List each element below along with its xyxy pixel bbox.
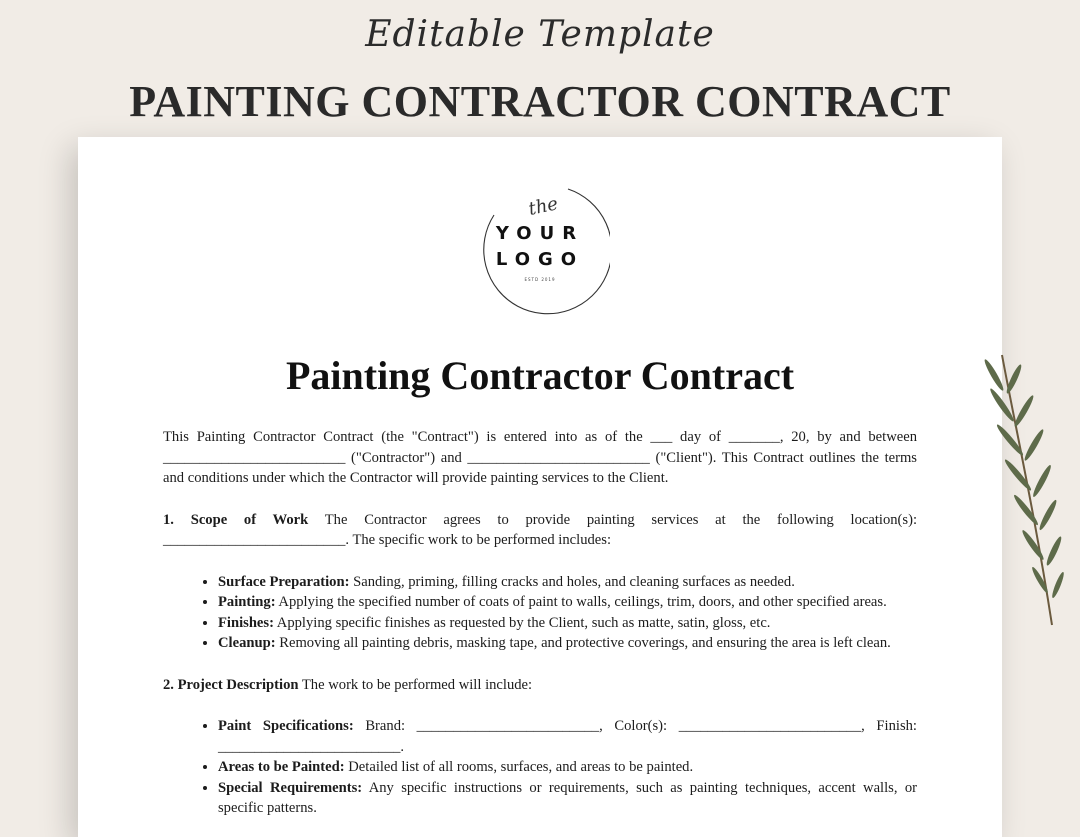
logo-logo-text: LOGO [495, 249, 585, 270]
logo-the-text: the [526, 193, 560, 220]
scope-list [163, 572, 917, 654]
section-project-description [163, 675, 917, 696]
list-item-text: Detailed list of all rooms, surfaces, and areas to be painted. [348, 759, 694, 775]
document-body [163, 427, 917, 819]
list-item [218, 757, 917, 778]
list-item [218, 613, 917, 634]
list-item-label: Finishes: [218, 614, 274, 631]
logo-estd-text: ESTD 2019 [524, 277, 556, 282]
list-item-text: Removing all painting debris, masking tape, and protective coverings, and ensuring the area is left clean. [279, 635, 891, 651]
section-heading: 1. Scope of Work [163, 511, 309, 528]
list-item-text: Brand: _________________________, Color(s): _________________________, Finish: _________________________. [218, 718, 917, 755]
logo-area [78, 137, 1002, 337]
section-heading: 2. Project Description [163, 676, 299, 693]
document-title: Painting Contractor Contract [285, 353, 795, 398]
section-text: The Contractor agrees to provide painting services at the following location(s): _________________________. The specific work to be performed includes: [163, 511, 918, 548]
list-item-text: Any specific instructions or requirements, such as painting techniques, accent walls, or specific patterns. [218, 779, 918, 816]
list-item-label: Areas to be Painted: [218, 759, 345, 775]
project-list [163, 716, 917, 819]
intro-paragraph: This Painting Contractor Contract (the "Contract") is entered into as of the ___ day of _______, 20, by and between _________________________ ("Contractor") and _________________________ ("Client"). This Contract outlines the terms and conditions under which the Contractor will provide painting services to the Client. [163, 429, 917, 486]
list-item [218, 572, 917, 593]
list-item-label: Painting: [218, 594, 276, 610]
sprig-leaves [982, 358, 1065, 599]
header-title: PAINTING CONTRACTOR CONTRACT [129, 77, 951, 126]
document-page [78, 137, 1002, 837]
list-item [218, 592, 917, 613]
list-item-text: Applying the specified number of coats of paint to walls, ceilings, trim, doors, and other specified areas. [278, 594, 887, 610]
section-scope-of-work [163, 510, 917, 551]
list-item-label: Surface Preparation: [218, 573, 350, 590]
list-item-label: Cleanup: [218, 635, 276, 651]
header-script-title: Editable Template [365, 14, 715, 55]
list-item-label: Paint Specifications: [218, 718, 354, 734]
list-item [218, 716, 917, 757]
list-item-text: Applying specific finishes as requested by the Client, such as matte, satin, gloss, etc. [276, 614, 771, 631]
rosemary-sprig-decoration [980, 345, 1080, 635]
list-item [218, 633, 917, 654]
logo-your-text: YOUR [495, 223, 585, 244]
logo-placeholder [470, 175, 610, 315]
list-item-label: Special Requirements: [218, 779, 363, 796]
section-text: The work to be performed will include: [301, 676, 533, 693]
list-item [218, 778, 917, 819]
list-item-text: Sanding, priming, filling cracks and holes, and cleaning surfaces as needed. [353, 573, 795, 590]
